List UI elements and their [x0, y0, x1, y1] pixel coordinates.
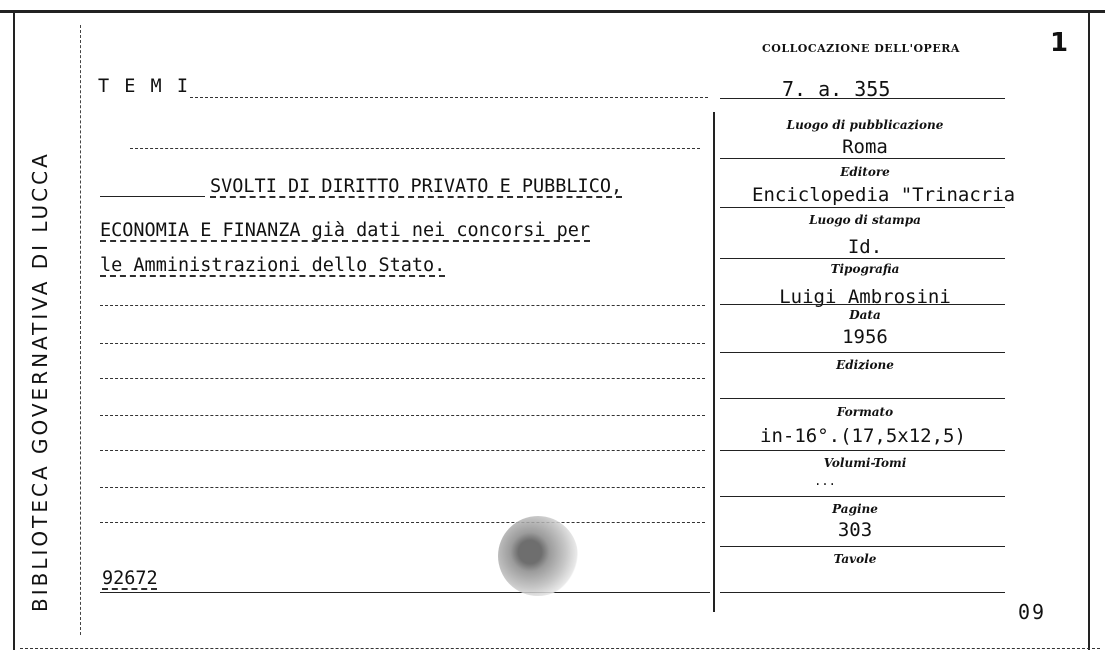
field-rule-5	[720, 352, 1005, 353]
description-line-2: ECONOMIA E FINANZA già dati nei concorsi per	[100, 220, 591, 241]
card-code: 09	[1018, 600, 1047, 624]
field-value-luogo-pubblicazione: Roma	[842, 136, 888, 158]
top-border	[0, 10, 1105, 13]
field-rule-2	[720, 207, 1005, 208]
panel-divider	[713, 112, 715, 612]
field-value-volumi-tomi: ...	[814, 474, 836, 488]
field-label-editore: Editore	[840, 165, 890, 179]
bottom-border	[20, 648, 1100, 649]
field-rule-8	[720, 496, 1005, 497]
field-rule-10	[720, 592, 1005, 593]
rule-5	[100, 415, 705, 416]
inventory-number: 92672	[102, 568, 158, 589]
rule-bottom	[100, 592, 710, 593]
field-label-formato: Formato	[836, 405, 894, 419]
library-name: BIBLIOTECA GOVERNATIVA DI LUCCA	[28, 151, 52, 612]
field-label-data: Data	[849, 308, 881, 322]
rule-4	[100, 378, 705, 379]
field-rule-4	[720, 304, 1005, 305]
field-rule-7	[720, 450, 1005, 451]
rule-2	[100, 305, 705, 306]
rule-7	[100, 487, 705, 488]
field-rule-6	[720, 398, 1005, 399]
field-value-luogo-stampa: Id.	[847, 236, 883, 258]
field-value-tipografia: Luigi Ambrosini	[779, 286, 951, 308]
description-line-1: SVOLTI DI DIRITTO PRIVATO E PUBBLICO,	[210, 176, 623, 197]
field-rule-1	[720, 158, 1005, 159]
field-value-data: 1956	[842, 326, 888, 348]
rule-3	[100, 343, 705, 344]
field-label-luogo-pubblicazione: Luogo di pubblicazione	[786, 118, 944, 132]
temi-label: T E M I	[98, 76, 190, 97]
field-value-editore: Enciclopedia "Trinacria	[752, 184, 1016, 206]
corner-mark: 1	[1050, 28, 1069, 58]
collocazione-value: 7. a. 355	[782, 77, 891, 101]
field-label-edizione: Edizione	[836, 358, 894, 372]
description-line-3: le Amministrazioni dello Stato.	[100, 255, 446, 276]
rule-indent	[100, 196, 205, 197]
rule-8	[100, 522, 705, 523]
rule-6	[100, 450, 705, 451]
field-label-tavole: Tavole	[833, 552, 877, 566]
field-value-formato: in-16°.(17,5x12,5)	[760, 425, 966, 447]
field-rule-3	[720, 258, 1005, 259]
collocazione-line	[720, 98, 1005, 99]
collocazione-label: COLLOCAZIONE DELL'OPERA	[762, 42, 960, 55]
left-border	[13, 10, 15, 650]
field-label-tipografia: Tipografia	[830, 262, 900, 276]
right-border	[1088, 10, 1090, 650]
field-label-luogo-stampa: Luogo di stampa	[809, 213, 921, 227]
margin-line	[80, 25, 81, 635]
library-stamp	[498, 516, 578, 596]
temi-line	[190, 97, 708, 98]
field-rule-9	[720, 546, 1005, 547]
field-value-pagine: 303	[837, 519, 873, 541]
field-label-pagine: Pagine	[832, 502, 878, 516]
field-label-volumi-tomi: Volumi-Tomi	[823, 456, 907, 470]
rule-1	[130, 148, 700, 149]
